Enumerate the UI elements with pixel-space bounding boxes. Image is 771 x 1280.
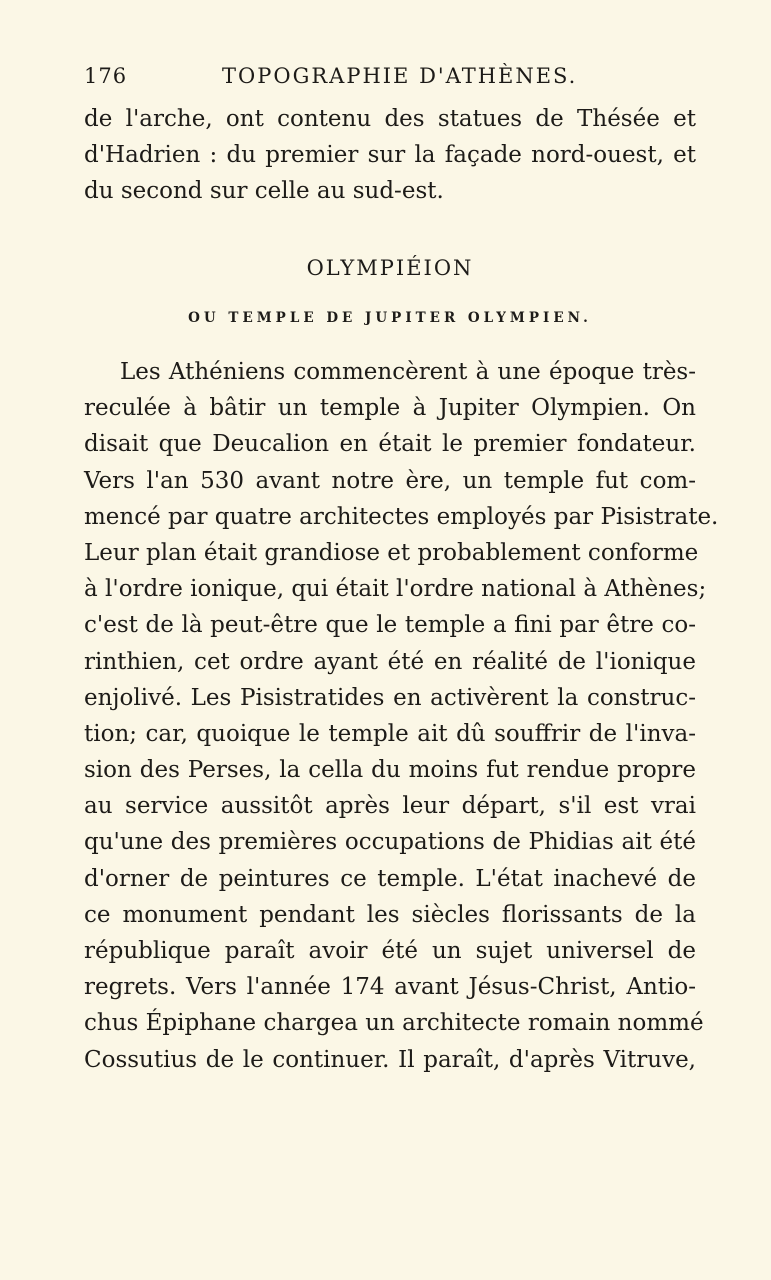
text-line: c'est de là peut-être que le temple a fini par être co- bbox=[84, 612, 696, 639]
text-line: regrets. Vers l'année 174 avant Jésus-Christ, Antio- bbox=[84, 974, 696, 1001]
text-line: Cossutius de le continuer. Il paraît, d'après Vitruve, bbox=[84, 1046, 696, 1073]
text-line: mencé par quatre architectes employés par Pisistrate. bbox=[84, 503, 719, 530]
text-line: ce monument pendant les siècles florissants de la bbox=[84, 901, 696, 928]
running-head bbox=[84, 64, 696, 94]
text-line: Les Athéniens commencèrent à une époque très- bbox=[120, 359, 696, 385]
text-line: du second sur celle au sud-est. bbox=[84, 178, 444, 205]
text-line: tion; car, quoique le temple ait dû souffrir de l'inva- bbox=[84, 720, 696, 747]
text-line: à l'ordre ionique, qui était l'ordre national à Athènes; bbox=[84, 576, 707, 603]
text-line: chus Épiphane chargea un architecte romain nommé bbox=[84, 1010, 704, 1037]
body-paragraph bbox=[84, 354, 719, 1078]
running-title: TOPOGRAPHIE D'ATHÈNES. bbox=[222, 64, 578, 88]
text-line: enjolivé. Les Pisistratides en activèrent la construc- bbox=[84, 684, 696, 711]
text-line: qu'une des premières occupations de Phidias ait été bbox=[84, 829, 696, 856]
continuation-paragraph bbox=[84, 101, 696, 210]
text-line: république paraît avoir été un sujet universel de bbox=[84, 938, 696, 964]
section-subheading: OU TEMPLE DE JUPITER OLYMPIEN. bbox=[188, 310, 592, 326]
text-line: rinthien, cet ordre ayant été en réalité de l'ionique bbox=[84, 648, 696, 675]
text-line: d'Hadrien : du premier sur la façade nord-ouest, et bbox=[84, 142, 696, 169]
text-line: au service aussitôt après leur départ, s'il est vrai bbox=[84, 793, 696, 820]
text-line: Vers l'an 530 avant notre ère, un temple fut com- bbox=[84, 467, 696, 494]
section-heading: OLYMPIÉION bbox=[306, 256, 474, 280]
text-line: de l'arche, ont contenu des statues de Thésée et bbox=[84, 106, 696, 132]
text-line: disait que Deucalion en était le premier fondateur. bbox=[84, 431, 696, 458]
text-line: reculée à bâtir un temple à Jupiter Olympien. On bbox=[84, 395, 696, 422]
text-line: Leur plan était grandiose et probablement conforme bbox=[84, 539, 699, 566]
text-line: sion des Perses, la cella du moins fut rendue propre bbox=[84, 757, 696, 784]
text-line: d'orner de peintures ce temple. L'état inachevé de bbox=[84, 865, 696, 892]
page-number: 176 bbox=[84, 64, 128, 88]
